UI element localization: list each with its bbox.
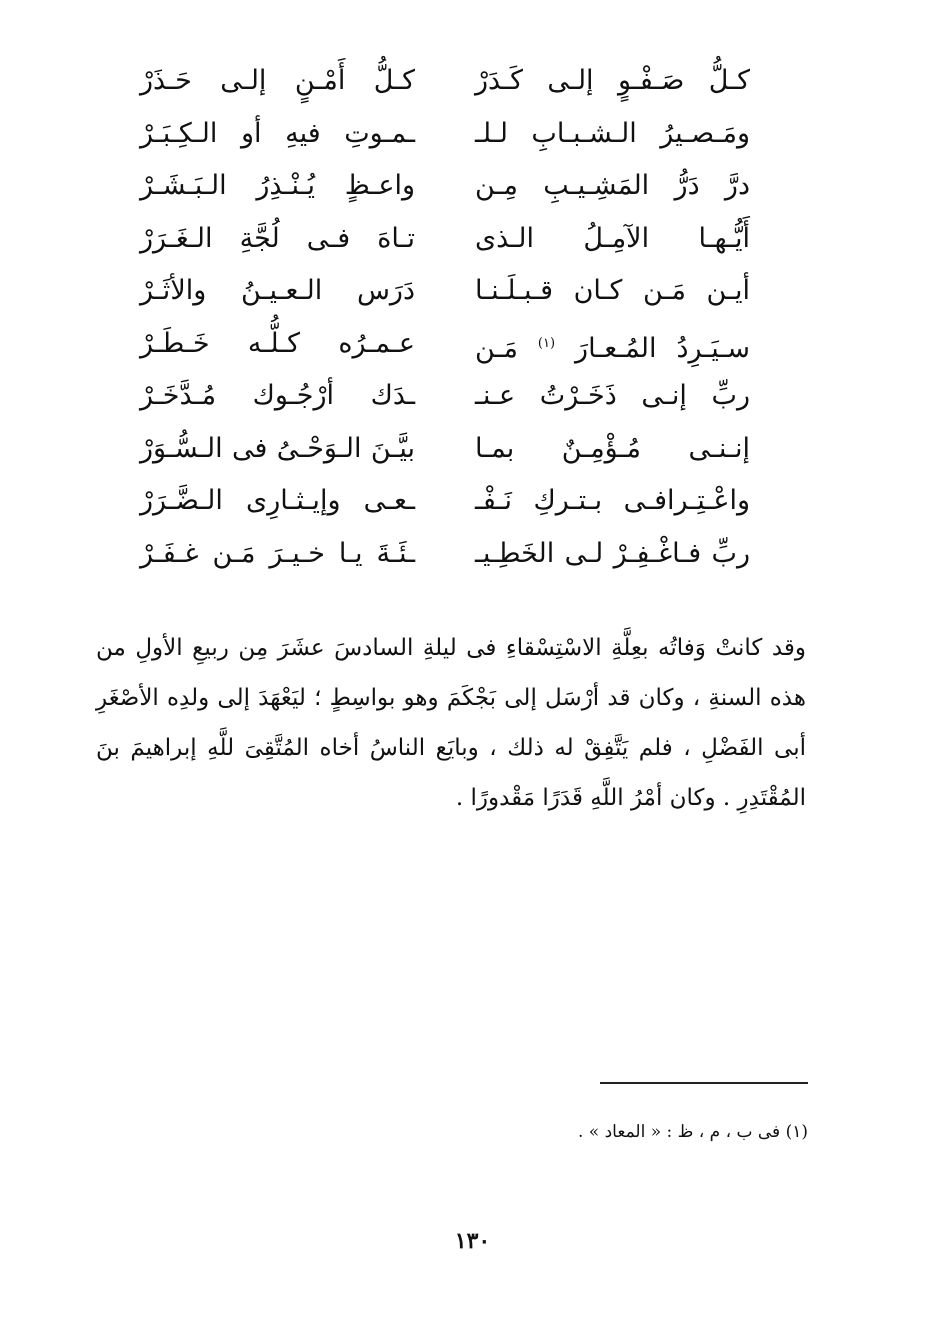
verse-second-hemistich: دَرَس الـعـيـنُ والأثَـرْ <box>140 275 415 306</box>
verse-first-hemistich: ربِّ إنـى ذَخَـرْتُ عـنـ <box>475 380 750 411</box>
verse-first-hemistich: ومَـصـيرُ الـشـبـابِ لـلـ <box>475 117 750 149</box>
page-number: ١٣٠ <box>454 1228 491 1254</box>
footnote: (١) فى ب ، م ، ظ : « المعاد » . <box>578 1122 808 1142</box>
verse <box>140 370 750 423</box>
verse-first-hemistich: أيـن مَـن كـان قـبـلَـنـا <box>475 275 750 306</box>
verse-second-hemistich: ـدَك أرْجُـوك مُـدَّخَـرْ <box>140 380 415 411</box>
verse <box>140 318 750 371</box>
verse-first-hemistich: أَيُّـهـا الآمِـلُ الـذى <box>475 222 750 254</box>
verse <box>140 213 750 266</box>
verse <box>140 265 750 318</box>
verse-first-hemistich: ربِّ فـاغْـفِـرْ لـى الخَطِـيـ <box>475 537 750 569</box>
verse <box>140 160 750 213</box>
verse-second-hemistich: ـعـى وإيـثـارِى الـضَّـرَرْ <box>140 485 415 516</box>
verse-first-hemistich: واعْـتِـرافـى بـتـركِ نَـفْـ <box>475 485 750 516</box>
verse <box>140 475 750 528</box>
verse-second-hemistich: كـلُّ أَمْـنٍ إلـى حَـذَرْ <box>140 65 415 96</box>
verse <box>140 108 750 161</box>
prose-paragraph: وقد كانتْ وَفاتُه بعِلَّةِ الاسْتِسْقاءِ فى ليلةِ السادسَ عشَرَ مِن ربيعِ الأولِ من هذه السنةِ ، وكان قد أرْسَل إلى بَجْكَمَ وهو بواسِطٍ ؛ ليَعْهَدَ إلى ولدِه الأصْغَرِ أبى الفَضْلِ ، فلم يَتَّفِقْ له ذلك ، وبايَع الناسُ أخاه المُتَّقِىَ للَّهِ إبراهيمَ بنَ المُقْتَدِرِ . وكان أمْرُ اللَّهِ قَدَرًا مَقْدورًا . <box>96 635 806 811</box>
footnote-divider <box>600 1082 808 1084</box>
hemistich-text-end: مَـن <box>475 332 518 364</box>
hemistich-text: سـيَـرِدُ المُـعـارَ <box>575 332 750 364</box>
verse-second-hemistich: واعـظٍ يُـنْـذِرُ الـبَـشَـرْ <box>140 170 415 201</box>
verse-first-hemistich: إنـنـى مُـؤْمِـنٌ بمـا <box>475 432 750 464</box>
verse-second-hemistich: ـئَـةَ يـا خـيـرَ مَـن غـفَـرْ <box>140 537 415 569</box>
verse-second-hemistich: بيَّـنَ الـوَحْـىُ فى الـسُّـوَرْ <box>140 432 415 464</box>
verse-first-hemistich: درَّ دَرُّ المَشِـيـبِ مِـن <box>475 170 750 201</box>
verse-second-hemistich: ـمـوتِ فيهِ أو الـكِـبَـرْ <box>140 117 415 149</box>
verse-first-hemistich: كـلُّ صَـفْـوٍ إلـى كَـدَرْ <box>475 65 750 96</box>
verse <box>140 528 750 581</box>
verse-first-hemistich <box>475 318 750 371</box>
poem <box>140 55 750 580</box>
footnote-reference-mark: (١) <box>537 335 556 351</box>
verse <box>140 55 750 108</box>
verse-second-hemistich: تـاهَ فـى لُجَّةِ الـغَـرَرْ <box>140 222 415 254</box>
verse-second-hemistich: عـمـرُه كـلُّـه خَـطَـرْ <box>140 327 415 359</box>
verse <box>140 423 750 476</box>
